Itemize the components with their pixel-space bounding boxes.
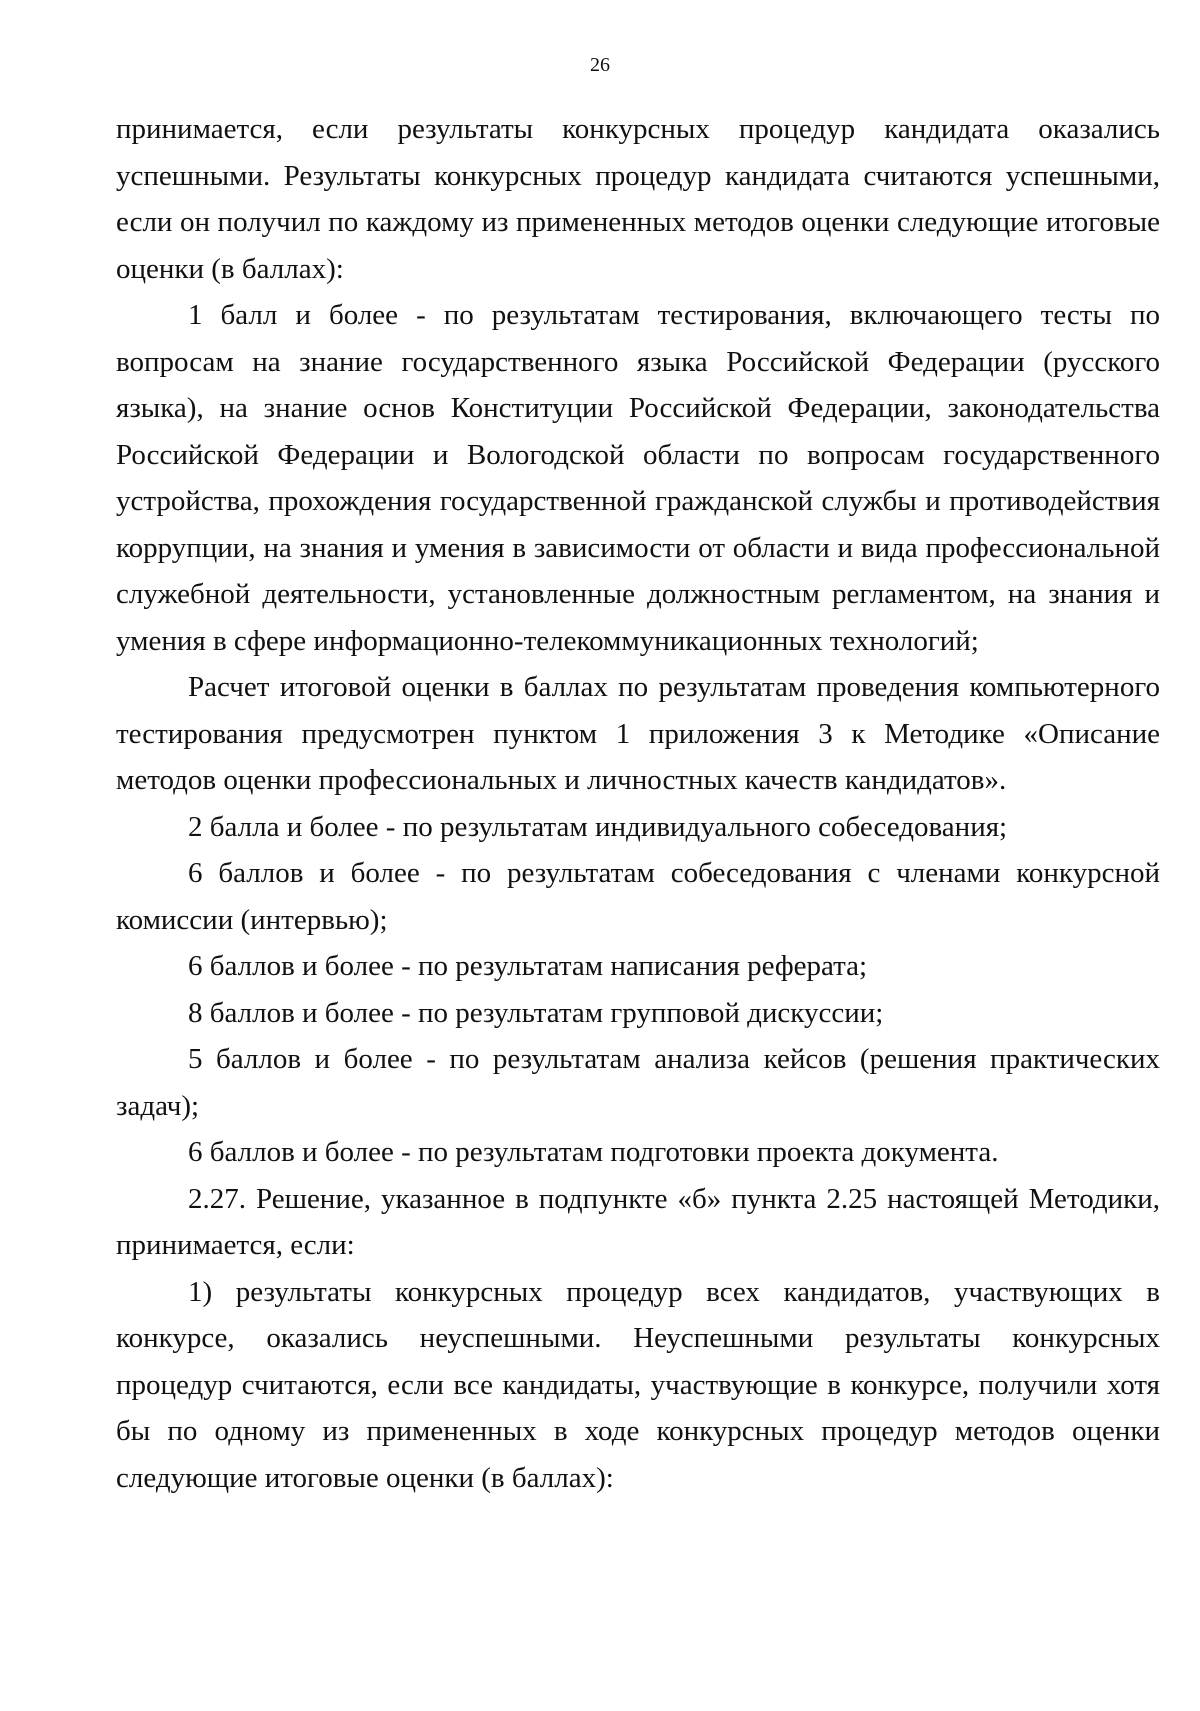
paragraph-testing-criterion: 1 балл и более - по результатам тестирования, включающего тесты по вопросам на знание государственного языка Российской Федерации (русского языка), на знание основ Конституции Российской Федерации, законодательства Российской Федерации и Вологодской области по вопросам государственного устройства, прохождения государственной гражданской службы и противодействия коррупции, на знания и умения в зависимости от области и вида профессиональной служебной деятельности, установленные должностным регламентом, на знания и умения в сфере информационно-телекоммуникационных технологий; bbox=[116, 299, 1160, 657]
paragraph-essay: 6 баллов и более - по результатам написания реферата; bbox=[188, 950, 868, 982]
paragraph-document-draft: 6 баллов и более - по результатам подготовки проекта документа. bbox=[188, 1136, 999, 1168]
paragraph-case-analysis: 5 баллов и более - по результатам анализа кейсов (решения практических задач); bbox=[116, 1043, 1160, 1122]
paragraph-commission-interview: 6 баллов и более - по результатам собеседования с членами конкурсной комиссии (интервью); bbox=[116, 857, 1160, 936]
paragraph-individual-interview: 2 балла и более - по результатам индивидуального собеседования; bbox=[188, 810, 1008, 843]
document-body bbox=[116, 106, 1160, 1501]
paragraph-item-1: 1) результаты конкурсных процедур всех кандидатов, участвующих в конкурсе, оказались неуспешными. Неуспешными результаты конкурсных процедур считаются, если все кандидаты, участвующие в конкурсе, получили хотя бы по одному из примененных в ходе конкурсных процедур методов оценки следующие итоговые оценки (в баллах): bbox=[116, 1275, 1160, 1494]
paragraph-continuation: принимается, если результаты конкурсных процедур кандидата оказались успешными. Результаты конкурсных процедур кандидата считаются успешными, если он получил по каждому из примененных методов оценки следующие итоговые оценки (в баллах): bbox=[116, 113, 1160, 285]
page-number: 26 bbox=[590, 54, 610, 76]
paragraph-section-2-27: 2.27. Решение, указанное в подпункте «б» пункта 2.25 настоящей Методики, принимается, если: bbox=[116, 1182, 1160, 1261]
paragraph-score-calculation: Расчет итоговой оценки в баллах по результатам проведения компьютерного тестирования предусмотрен пунктом 1 приложения 3 к Методике «Описание методов оценки профессиональных и личностных качеств кандидатов». bbox=[116, 671, 1160, 796]
paragraph-group-discussion: 8 баллов и более - по результатам групповой дискуссии; bbox=[188, 996, 884, 1029]
